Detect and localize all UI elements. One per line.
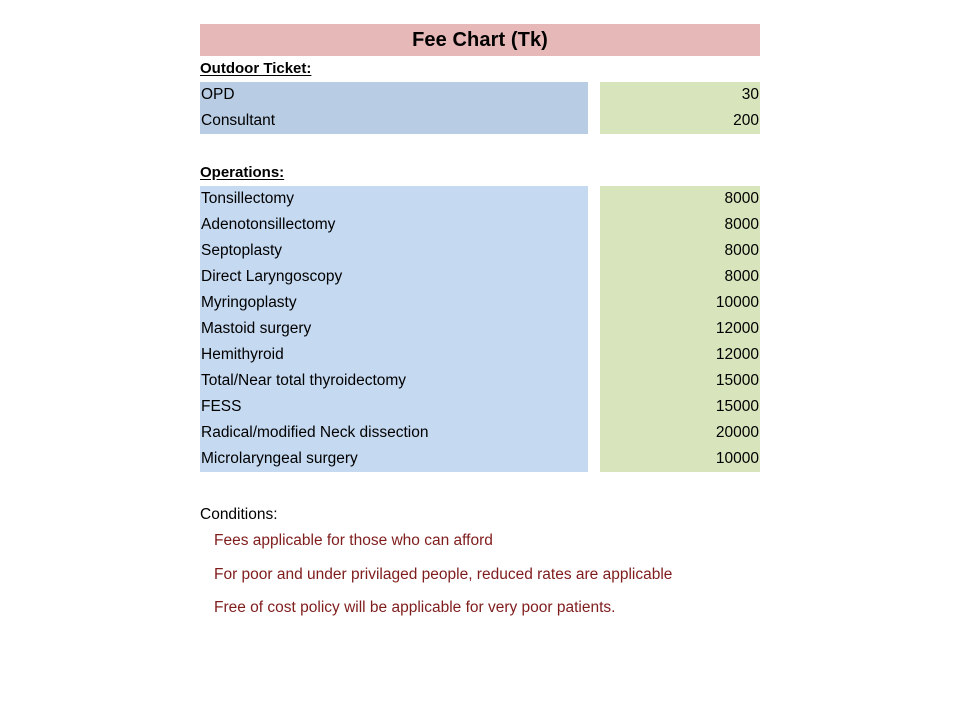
fee-row	[200, 108, 760, 134]
condition-item: For poor and under privilaged people, reduced rates are applicable	[214, 566, 673, 583]
fee-value: 8000	[600, 212, 760, 238]
fee-value: 15000	[600, 394, 760, 420]
service-label: Consultant	[200, 108, 588, 134]
service-label: OPD	[200, 82, 588, 108]
fee-row	[200, 238, 760, 264]
fee-row	[200, 82, 760, 108]
operation-label: FESS	[200, 394, 588, 420]
operation-label: Myringoplasty	[200, 290, 588, 316]
fee-value: 12000	[600, 316, 760, 342]
conditions-section	[200, 502, 820, 628]
operation-label: Microlaryngeal surgery	[200, 446, 588, 472]
fee-value: 8000	[600, 238, 760, 264]
operation-label: Adenotonsillectomy	[200, 212, 588, 238]
fee-value: 12000	[600, 342, 760, 368]
operation-label: Septoplasty	[200, 238, 588, 264]
operation-label: Total/Near total thyroidectomy	[200, 368, 588, 394]
fee-value: 10000	[600, 290, 760, 316]
conditions-list	[200, 528, 820, 621]
condition-item: Fees applicable for those who can afford	[214, 532, 493, 549]
fee-row	[200, 186, 760, 212]
operations-heading: Operations:	[200, 164, 285, 181]
fee-value: 200	[600, 108, 760, 134]
fee-row	[200, 290, 760, 316]
operation-label: Tonsillectomy	[200, 186, 588, 212]
operations-section	[200, 186, 760, 472]
fee-value: 20000	[600, 420, 760, 446]
fee-row	[200, 316, 760, 342]
outdoor-ticket-section	[200, 82, 760, 134]
operation-label: Radical/modified Neck dissection	[200, 420, 588, 446]
fee-row	[200, 368, 760, 394]
fee-row	[200, 394, 760, 420]
outdoor-ticket-heading: Outdoor Ticket:	[200, 60, 312, 77]
fee-row	[200, 212, 760, 238]
conditions-heading: Conditions:	[200, 506, 278, 523]
fee-chart-title: Fee Chart (Tk)	[200, 24, 760, 56]
fee-row	[200, 264, 760, 290]
operation-label: Direct Laryngoscopy	[200, 264, 588, 290]
fee-value: 8000	[600, 186, 760, 212]
fee-chart-table	[200, 24, 760, 472]
fee-row	[200, 446, 760, 472]
fee-value: 8000	[600, 264, 760, 290]
fee-row	[200, 342, 760, 368]
fee-row	[200, 420, 760, 446]
fee-value: 15000	[600, 368, 760, 394]
fee-value: 30	[600, 82, 760, 108]
condition-item: Free of cost policy will be applicable for very poor patients.	[214, 599, 616, 616]
fee-value: 10000	[600, 446, 760, 472]
operation-label: Hemithyroid	[200, 342, 588, 368]
section-spacer	[200, 134, 760, 160]
operation-label: Mastoid surgery	[200, 316, 588, 342]
